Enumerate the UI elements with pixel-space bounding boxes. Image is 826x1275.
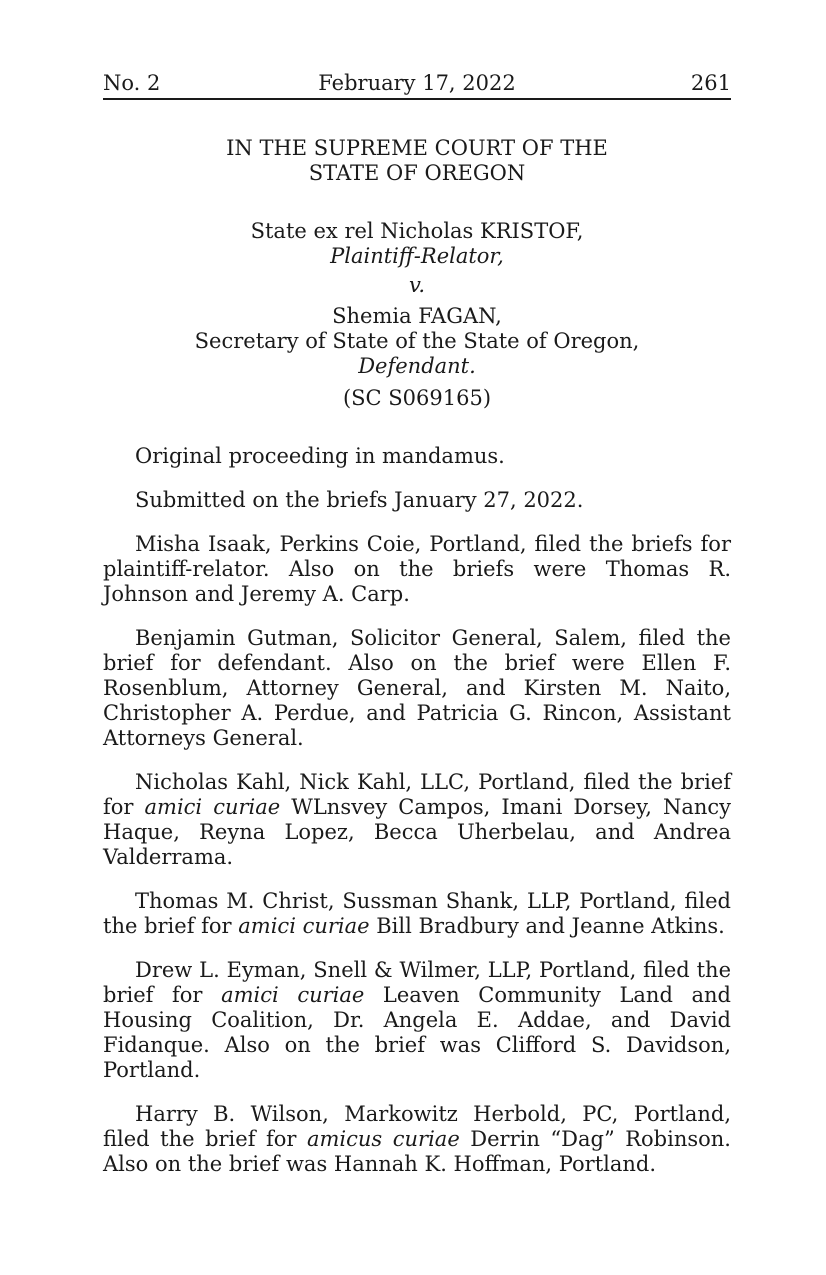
court-line-2: STATE OF OREGON	[308, 161, 526, 185]
page-header	[103, 68, 731, 100]
case-summary	[103, 444, 731, 1177]
paragraph-proceeding: Original proceeding in mandamus.	[135, 444, 505, 468]
paragraph-amici-3: Drew L. Eyman, Snell & Wilmer, LLP, Portland, filed the brief for amici curiae Leaven Community Land and Housing Coalition, Dr. Angela E. Addae, and David Fidanque. Also on the brief was Clifford S. Davidson, Portland.	[103, 958, 731, 1082]
page-number: 261	[690, 71, 731, 95]
plaintiff-name: State ex rel Nicholas KRISTOF,	[250, 219, 584, 243]
document-page	[103, 68, 731, 1196]
defendant-name: Shemia FAGAN,	[332, 304, 502, 328]
paragraph-amicus-4: Harry B. Wilson, Markowitz Herbold, PC, Portland, filed the brief for amicus curiae Derrin “Dag” Robinson. Also on the brief was Hannah K. Hoffman, Portland.	[103, 1102, 731, 1176]
plaintiff-role: Plaintiff-Relator,	[330, 244, 504, 268]
issue-date: February 17, 2022	[318, 71, 516, 95]
paragraph-amici-1: Nicholas Kahl, Nick Kahl, LLC, Portland, filed the brief for amici curiae WLnsvey Campos, Imani Dorsey, Nancy Haque, Reyna Lopez, Becca Uherbelau, and Andrea Valderrama.	[103, 770, 732, 869]
paragraph-amici-2: Thomas M. Christ, Sussman Shank, LLP, Portland, filed the brief for amici curiae Bill Bradbury and Jeanne Atkins.	[103, 889, 731, 938]
case-caption	[103, 219, 731, 411]
court-line-1: IN THE SUPREME COURT OF THE	[226, 136, 608, 160]
docket-number: (SC S069165)	[342, 386, 492, 410]
paragraph-defendant-counsel: Benjamin Gutman, Solicitor General, Salem, filed the brief for defendant. Also on the brief were Ellen F. Rosenblum, Attorney General, and Kirsten M. Naito, Christopher A. Perdue, and Patricia G. Rincon, Assistant Attorneys General.	[103, 626, 731, 750]
defendant-role: Defendant.	[358, 354, 476, 378]
versus: v.	[408, 273, 426, 297]
paragraph-relator-counsel: Misha Isaak, Perkins Coie, Portland, filed the briefs for plaintiff-relator. Also on the briefs were Thomas R. Johnson and Jeremy A. Carp.	[103, 532, 731, 606]
issue-number: No. 2	[103, 71, 161, 95]
paragraph-submitted: Submitted on the briefs January 27, 2022.	[135, 488, 584, 512]
court-heading	[103, 136, 731, 186]
defendant-title: Secretary of State of the State of Oregon,	[194, 329, 640, 353]
